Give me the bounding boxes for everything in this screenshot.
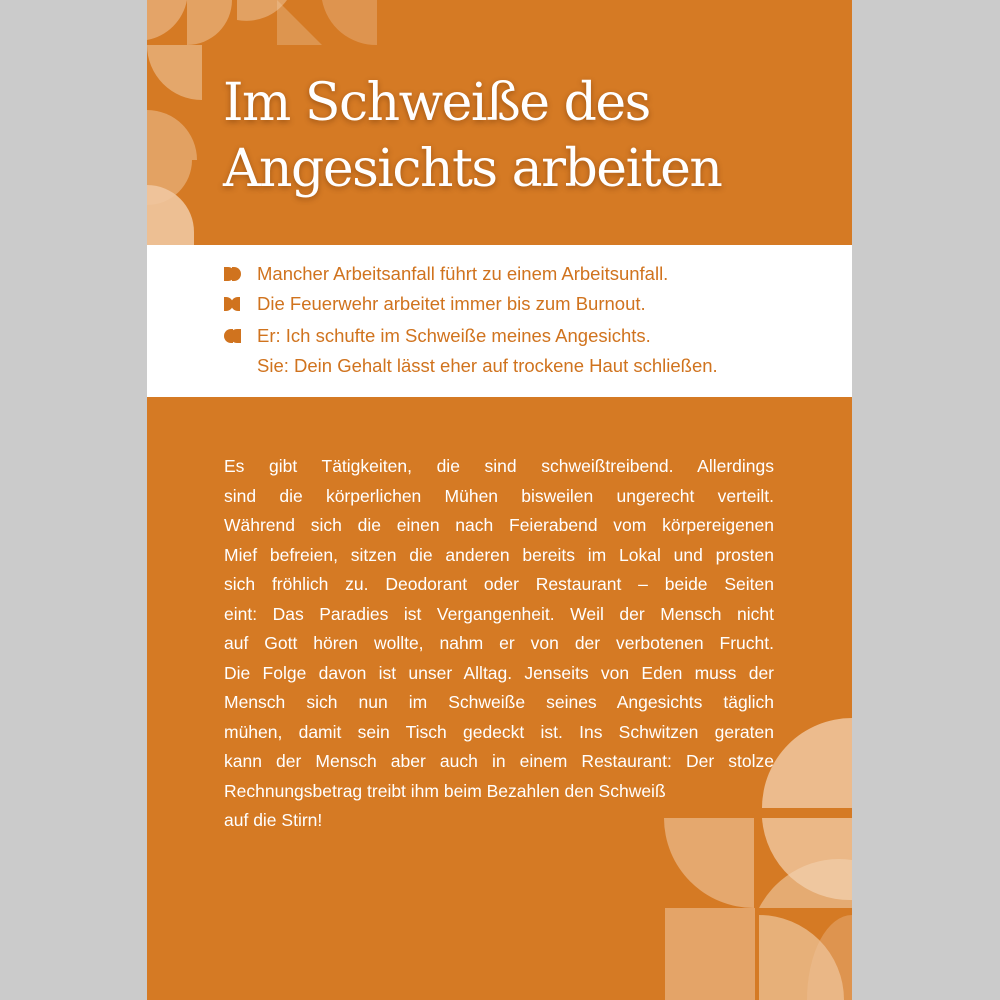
deco-shape: [147, 45, 202, 100]
quote-3-line-2: Sie: Dein Gehalt lässt eher auf trockene Haut schließen.: [257, 355, 718, 376]
body-line: auf Gott hören wollte, nahm er von der verbotenen Frucht.: [224, 633, 774, 653]
body-line: kann der Mensch aber auch in einem Restaurant: Der stolze: [224, 751, 774, 771]
deco-shape: [147, 185, 194, 245]
body-line: Die Folge davon ist unser Alltag. Jenseits von Eden muss der: [224, 662, 774, 683]
body-line: mühen, damit sein Tisch gedeckt ist. Ins Schwitzen geraten: [224, 721, 774, 742]
body-paragraph: [224, 452, 774, 836]
body-line: Rechnungsbetrag treibt ihm beim Bezahlen den Schweiß: [224, 780, 666, 801]
body-line: Mief befreien, sitzen die anderen bereits im Lokal und prosten: [224, 544, 774, 565]
deco-shape: [759, 859, 852, 908]
quote-band: [147, 245, 852, 397]
double-play-left-icon: [224, 329, 241, 343]
quote-2: Die Feuerwehr arbeitet immer bis zum Burnout.: [257, 293, 646, 314]
deco-shape: [322, 0, 377, 45]
double-play-right-icon: [224, 267, 241, 281]
body-line: sich fröhlich zu. Deodorant oder Restaurant – beide Seiten: [224, 574, 774, 594]
deco-shape: [147, 0, 187, 40]
deco-shape: [147, 110, 197, 160]
bowtie-icon: [224, 297, 241, 311]
body-line: sind die körperlichen Mühen bisweilen ungerecht verteilt.: [224, 485, 774, 506]
deco-shape: [665, 908, 755, 1000]
title-line: Im Schweiße des: [223, 73, 650, 133]
book-page: [147, 0, 852, 1000]
deco-shape: [277, 0, 322, 45]
title-line: Angesichts arbeiten: [223, 139, 722, 199]
page-title: [223, 70, 721, 202]
body-line: eint: Das Paradies ist Vergangenheit. Weil der Mensch nicht: [224, 603, 774, 624]
body-line: Mensch sich nun im Schweiße seines Angesichts täglich: [224, 692, 774, 712]
quote-1: Mancher Arbeitsanfall führt zu einem Arbeitsunfall.: [257, 263, 669, 284]
deco-shape: [762, 718, 852, 808]
deco-shape: [807, 915, 852, 1000]
body-line: Es gibt Tätigkeiten, die sind schweißtreibend. Allerdings: [224, 456, 774, 476]
quote-3-line-1: Er: Ich schufte im Schweiße meines Angesichts.: [257, 325, 651, 346]
body-line: Während sich die einen nach Feierabend vom körpereigenen: [224, 515, 774, 535]
deco-shape: [187, 0, 232, 45]
body-line: auf die Stirn!: [224, 810, 323, 830]
